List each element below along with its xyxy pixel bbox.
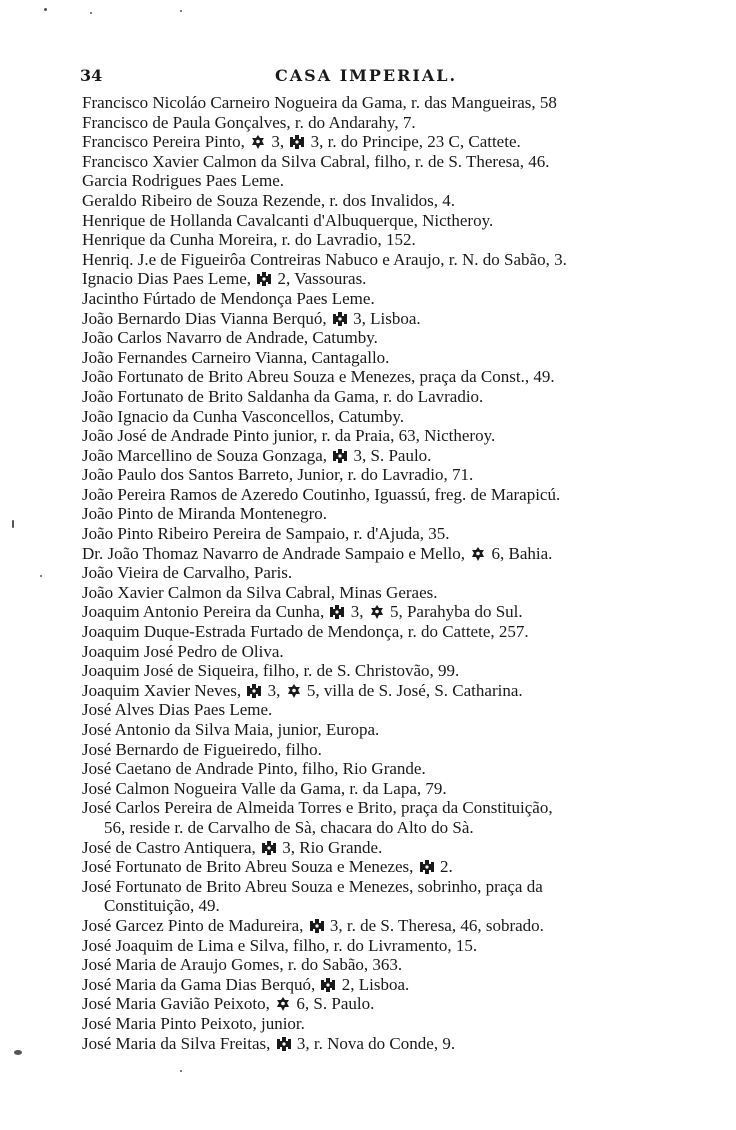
entry-text: 5, villa de S. José, S. Catharina. bbox=[302, 680, 523, 700]
entry-text: 2. bbox=[435, 857, 453, 877]
cross-decoration-icon bbox=[257, 272, 271, 286]
list-item bbox=[82, 779, 688, 799]
margin-speck bbox=[180, 10, 182, 12]
cross-decoration-icon bbox=[247, 684, 261, 698]
list-item bbox=[82, 152, 688, 172]
entry-text: Joaquim José de Siqueira, filho, r. de S. Christovão, 99. bbox=[82, 661, 460, 681]
entry-text: Joaquim Duque-Estrada Furtado de Mendonça, r. do Cattete, 257. bbox=[82, 622, 529, 642]
list-item bbox=[82, 681, 688, 701]
entry-text: Francisco de Paula Gonçalves, r. do Andarahy, 7. bbox=[82, 112, 416, 132]
page-number: 34 bbox=[80, 66, 103, 85]
list-item bbox=[82, 563, 688, 583]
cross-decoration-icon bbox=[333, 449, 347, 463]
entry-text: Jacintho Fúrtado de Mendonça Paes Leme. bbox=[82, 288, 375, 308]
rose-decoration-icon bbox=[287, 684, 301, 698]
entry-text: 3, bbox=[267, 132, 289, 152]
entry-text: Henrique da Cunha Moreira, r. do Lavradio, 152. bbox=[82, 230, 416, 250]
list-item bbox=[82, 250, 688, 270]
list-item bbox=[82, 132, 688, 152]
entry-text: José Maria Pinto Peixoto, junior. bbox=[82, 1013, 305, 1033]
list-item bbox=[82, 1014, 688, 1034]
list-item bbox=[82, 309, 688, 329]
entry-text: José de Castro Antiquera, bbox=[82, 837, 260, 857]
entry-text: 3, r. do Principe, 23 C, Cattete. bbox=[306, 132, 521, 152]
entry-continuation: Constituição, 49. bbox=[104, 896, 220, 916]
entry-text: Joaquim José Pedro de Oliva. bbox=[82, 641, 284, 661]
list-item bbox=[82, 407, 688, 427]
entry-text: João Bernardo Dias Vianna Berquó, bbox=[82, 308, 331, 328]
entry-text: 2, Vassouras. bbox=[273, 269, 367, 289]
rose-decoration-icon bbox=[276, 997, 290, 1011]
list-item bbox=[82, 740, 688, 760]
margin-speck bbox=[90, 12, 92, 14]
list-item bbox=[82, 857, 688, 877]
cross-decoration-icon bbox=[420, 860, 434, 874]
entry-text: José Calmon Nogueira Valle da Gama, r. da Lapa, 79. bbox=[82, 778, 447, 798]
entry-text: José Antonio da Silva Maia, junior, Europa. bbox=[82, 720, 380, 739]
entry-text: Geraldo Ribeiro de Souza Rezende, r. dos Invalidos, 4. bbox=[82, 190, 455, 210]
list-item bbox=[82, 838, 688, 858]
entry-text: José Maria Gavião Peixoto, bbox=[82, 994, 275, 1014]
entry-text: Henriq. J.e de Figueirôa Contreiras Nabuco e Araujo, r. N. do Sabão, 3. bbox=[82, 249, 567, 269]
list-item bbox=[82, 936, 688, 956]
list-item bbox=[82, 171, 688, 191]
entry-text: João Fortunato de Brito Saldanha da Gama, r. do Lavradio. bbox=[82, 386, 484, 406]
entry-text: 6, Bahia. bbox=[487, 543, 553, 563]
entry-text: 6, S. Paulo. bbox=[292, 994, 375, 1014]
entry-text: Joaquim Xavier Neves, bbox=[82, 680, 246, 700]
list-item bbox=[82, 661, 688, 681]
cross-decoration-icon bbox=[310, 919, 324, 933]
list-item bbox=[82, 348, 688, 368]
list-item bbox=[82, 93, 688, 113]
entry-text: José Carlos Pereira de Almeida Torres e Brito, praça da Constituição, bbox=[82, 798, 553, 818]
cross-decoration-icon bbox=[321, 978, 335, 992]
list-item bbox=[82, 387, 688, 407]
list-item bbox=[82, 446, 688, 466]
rose-decoration-icon bbox=[370, 605, 384, 619]
margin-speck bbox=[44, 8, 47, 11]
entry-text: João Pinto de Miranda Montenegro. bbox=[82, 504, 328, 524]
entry-text: Francisco Pereira Pinto, bbox=[82, 132, 250, 152]
entry-continuation: 56, reside r. de Carvalho de Sà, chacara do Alto do Sà. bbox=[104, 817, 474, 837]
list-item bbox=[82, 544, 688, 564]
margin-speck bbox=[40, 575, 42, 577]
list-item bbox=[82, 328, 688, 348]
list-item bbox=[82, 269, 688, 289]
entry-text: João Fernandes Carneiro Vianna, Cantagallo. bbox=[82, 347, 390, 367]
cross-decoration-icon bbox=[277, 1037, 291, 1051]
entry-text: José Fortunato de Brito Abreu Souza e Menezes, sobrinho, praça da bbox=[82, 876, 543, 896]
entry-text: João Vieira de Carvalho, Paris. bbox=[82, 563, 293, 583]
cross-decoration-icon bbox=[333, 312, 347, 326]
list-item bbox=[82, 642, 688, 662]
list-item bbox=[82, 485, 688, 505]
entry-text: João Xavier Calmon da Silva Cabral, Minas Geraes. bbox=[82, 582, 438, 602]
list-item bbox=[82, 975, 688, 995]
list-item bbox=[82, 426, 688, 446]
list-item bbox=[82, 622, 688, 642]
list-item bbox=[82, 759, 688, 779]
entry-text: João Paulo dos Santos Barreto, Junior, r. do Lavradio, 71. bbox=[82, 465, 474, 485]
entry-text: 3, bbox=[263, 680, 285, 700]
list-item bbox=[82, 113, 688, 133]
entry-text: Francisco Nicoláo Carneiro Nogueira da Gama, r. das Mangueiras, 58 bbox=[82, 93, 557, 112]
list-item bbox=[82, 465, 688, 485]
entry-text: 3, Lisboa. bbox=[348, 308, 421, 328]
margin-speck bbox=[12, 520, 14, 528]
list-item bbox=[82, 877, 688, 916]
entry-text: João José de Andrade Pinto junior, r. da Praia, 63, Nictheroy. bbox=[82, 426, 496, 446]
entry-text: José Joaquim de Lima e Silva, filho, r. do Livramento, 15. bbox=[82, 935, 478, 955]
entry-text: João Fortunato de Brito Abreu Souza e Menezes, praça da Const., 49. bbox=[82, 367, 555, 387]
entry-text: 3, bbox=[346, 602, 368, 622]
list-item bbox=[82, 700, 688, 720]
list-item bbox=[82, 602, 688, 622]
entry-text: José Maria da Gama Dias Berquó, bbox=[82, 974, 320, 994]
cross-decoration-icon bbox=[262, 841, 276, 855]
entry-text: Joaquim Antonio Pereira da Cunha, bbox=[82, 602, 329, 622]
list-item bbox=[82, 211, 688, 231]
entry-text: 3, S. Paulo. bbox=[349, 445, 432, 465]
entry-text: José Caetano de Andrade Pinto, filho, Rio Grande. bbox=[82, 759, 426, 779]
list-item bbox=[82, 994, 688, 1014]
entry-text: José Bernardo de Figueiredo, filho. bbox=[82, 739, 322, 759]
entry-text: José Maria de Araujo Gomes, r. do Sabão, 363. bbox=[82, 955, 403, 975]
entry-text: 3, r. Nova do Conde, 9. bbox=[292, 1033, 456, 1053]
list-item bbox=[82, 367, 688, 387]
entry-text: José Fortunato de Brito Abreu Souza e Menezes, bbox=[82, 857, 418, 877]
name-list bbox=[82, 93, 688, 1053]
entry-text: 5, Parahyba do Sul. bbox=[385, 602, 523, 622]
rose-decoration-icon bbox=[251, 135, 265, 149]
list-item bbox=[82, 1034, 688, 1054]
entry-text: João Carlos Navarro de Andrade, Catumby. bbox=[82, 328, 378, 348]
running-title: CASA IMPERIAL. bbox=[275, 66, 458, 85]
list-item bbox=[82, 916, 688, 936]
entry-text: 2, Lisboa. bbox=[337, 974, 410, 994]
entry-text: 3, Rio Grande. bbox=[278, 837, 383, 857]
entry-text: Dr. João Thomaz Navarro de Andrade Sampaio e Mello, bbox=[82, 543, 470, 563]
entry-text: João Ignacio da Cunha Vasconcellos, Catumby. bbox=[82, 406, 404, 426]
entry-text: José Alves Dias Paes Leme. bbox=[82, 700, 273, 720]
entry-text: José Maria da Silva Freitas, bbox=[82, 1033, 275, 1053]
entry-text: Henrique de Hollanda Cavalcanti d'Albuquerque, Nictheroy. bbox=[82, 210, 494, 230]
list-item bbox=[82, 583, 688, 603]
rose-decoration-icon bbox=[471, 547, 485, 561]
list-item bbox=[82, 524, 688, 544]
list-item bbox=[82, 191, 688, 211]
cross-decoration-icon bbox=[290, 135, 304, 149]
list-item bbox=[82, 230, 688, 250]
page-header bbox=[80, 66, 700, 88]
list-item bbox=[82, 955, 688, 975]
list-item bbox=[82, 798, 688, 837]
entry-text: José Garcez Pinto de Madureira, bbox=[82, 915, 308, 935]
list-item bbox=[82, 504, 688, 524]
entry-text: João Pinto Ribeiro Pereira de Sampaio, r. d'Ajuda, 35. bbox=[82, 524, 450, 544]
entry-text: Francisco Xavier Calmon da Silva Cabral, filho, r. de S. Theresa, 46. bbox=[82, 151, 550, 171]
entry-text: Ignacio Dias Paes Leme, bbox=[82, 269, 256, 289]
margin-speck bbox=[14, 1050, 22, 1055]
entry-text: Garcia Rodrigues Paes Leme. bbox=[82, 171, 285, 191]
list-item bbox=[82, 289, 688, 309]
entry-text: 3, r. de S. Theresa, 46, sobrado. bbox=[325, 915, 544, 935]
entry-text: João Pereira Ramos de Azeredo Coutinho, Iguassú, freg. de Marapicú. bbox=[82, 484, 561, 504]
list-item bbox=[82, 720, 688, 740]
cross-decoration-icon bbox=[330, 605, 344, 619]
margin-speck bbox=[180, 1070, 182, 1072]
entry-text: João Marcellino de Souza Gonzaga, bbox=[82, 445, 332, 465]
